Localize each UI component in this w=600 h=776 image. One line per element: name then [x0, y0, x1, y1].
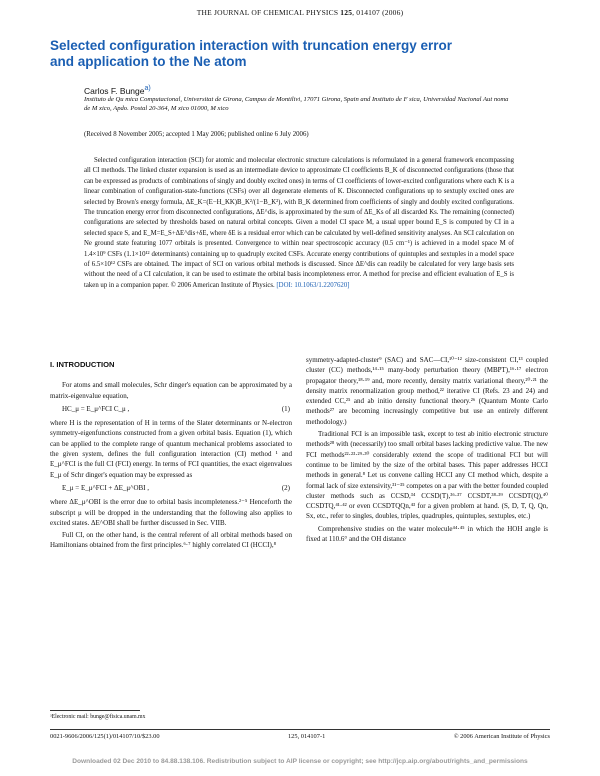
author-name: Carlos F. Bunge	[84, 85, 145, 96]
footer-divider	[50, 729, 550, 730]
journal-header	[0, 8, 600, 17]
footer-page-id: 125, 014107-1	[287, 733, 326, 740]
abstract-text: Selected configuration interaction (SCI) for atomic and molecular electronic structure calculations is reformulated in a general framework encompassing all CI methods. The linked cluster expansion is used as an intermediate device to approximate CI coefficients B_K of disconnected configurations (those that can be expressed as products of combinations of singly and doubly excited ones) in terms of CI coefficients of lower-excited configurations where each K is a linear combination of configuration-state-functions (CSFs) over all degenerate elements of K. Disconnected configurations up to sextuply excited ones are selected by Brown's energy formula, ΔE_K=(E−H_KK)B_K²/(1−B_K²), with B_K determined from coefficients of singly and doubly excited configurations. The truncation energy error from disconnected configurations, ΔE^dis, is approximated by the sum of ΔE_Ks of all discarded Ks. The remaining (connected) configurations are selected by thresholds based on natural orbital concepts. Given a model CI space M, a usual upper bound E_S is computed by CI in a selected space S, and E_M=E_S+ΔE^dis+δE, where δE is a residual error which can be calculated by well-defined sensitivity analyses. An SCI calculation on Ne ground state featuring 1077 orbitals is presented. Convergence to within near spectroscopic accuracy (0.5 cm⁻¹) is achieved in a model space M of 1.4×10⁹ CSFs (1.1×10¹² determinants) containing up to quadruply excited CSFs. Accurate energy contributions of quintuples and sextuples in a model space of 6.5×10¹² CSFs are obtained. The impact of SCI on various orbital methods is discussed. Since ΔE^dis can readily be calculated for very large basis sets without the need of a CI calculation, it can be used to estimate the orbital basis incompleteness error. A method for precise and efficient evaluation of E_S is taken up in a companion paper. © 2006 American Institute of Physics.	[84, 157, 514, 289]
journal-name: THE JOURNAL OF CHEMICAL PHYSICS	[196, 8, 339, 17]
intro-paragraph-3: where ΔE_μ^OBI is the error due to orbital basis incompleteness.²⁻⁵ Henceforth the subscript μ will be dropped in the understanding that the following also applies to excited states. ΔE^OBI shall be further discussed in Sec. VIIB.	[50, 498, 292, 527]
affiliation: Instituto de Qu mica Computacional, Universitat de Girona, Campus de Montilivi, 17071 Girona, Spain and Instituto de F sica, Universidad Nacional Aut noma de M xico, Apdo. Postal 20-364, M xico 01000, M xico	[84, 96, 509, 112]
equation-2	[50, 483, 292, 493]
intro-paragraph-5: symmetry-adapted-cluster⁹ (SAC) and SAC—CI,¹⁰⁻¹² size-consistent CI,¹³ coupled cluster (CC) methods,¹⁴·¹⁵ many-body perturbation theory (MBPT),¹⁶·¹⁷ electron propagator theory,¹⁸·¹⁹ and, more recently, density matrix variational theory,²⁰·²¹ the density matrix renormalization group method,²² iterative CI (Refs. 23 and 24) and extended CC,²⁵ and ab initio density functional theory.²⁶ (Quantum Monte Carlo methods²⁷ are becoming increasingly competitive but use an entirely different methodology.)	[306, 356, 548, 426]
paper-title: Selected configuration interaction with truncation energy error and application to the Ne atom	[50, 38, 453, 69]
equation-1	[50, 404, 292, 414]
author-footnote-mark[interactable]: a)	[144, 84, 151, 92]
journal-volume: 125	[340, 8, 353, 17]
equation-1-body: HC_μ = E_μ^FCI C_μ ,	[62, 404, 130, 413]
page-footer	[50, 733, 550, 740]
abstract	[84, 156, 514, 291]
intro-paragraph-4: Full CI, on the other hand, is the central referent of all orbital methods based on Hamiltonians obtained from the first principles.⁶·⁷ highly correlated CI (HCCI),⁸	[50, 531, 292, 550]
journal-article: , 014107 (2006)	[352, 8, 404, 17]
equation-1-number: (1)	[281, 404, 290, 413]
equation-2-body: E_μ = E_μ^FCI + ΔE_μ^OBI ,	[62, 483, 150, 492]
footer-copyright: © 2006 American Institute of Physics	[453, 733, 550, 740]
section-title: I. INTRODUCTION	[50, 360, 115, 369]
footer-issn: 0021-9606/2006/125(1)/014107/10/$23.00	[50, 733, 160, 740]
equation-2-number: (2)	[281, 483, 290, 492]
download-notice: Downloaded 02 Dec 2010 to 84.88.138.106. Redistribution subject to AIP license or copyright; see http://jcp.aip.org/about/rights_and_permissions	[72, 758, 528, 765]
intro-paragraph-2: where H is the representation of H in terms of the Slater determinants or N-electron symmetry-eigenfunctions constructed from a given orbital basis. Equation (1), which can be applied to the complete range of quantum mechanical problems associated to the given system, defines the full configuration interaction (CI) method ¹ and E_μ^FCI is the full CI (FCI) energy. In terms of FCI quantities, the exact eigenvalues E_μ of Schr dinger's equation may be expressed as	[50, 419, 292, 479]
footnote-divider	[50, 710, 140, 711]
intro-paragraph-7: Comprehensive studies on the water molecule⁴⁴·⁴⁵ in which the HOH angle is fixed at 110.6° and the OH distance	[306, 524, 548, 544]
intro-paragraph-1: For atoms and small molecules, Schr dinger's equation can be approximated by a matrix-eigenvalue equation,	[50, 381, 292, 400]
footnote: ᵃElectronic mail: bunge@fisica.unam.mx	[50, 714, 146, 720]
doi-link[interactable]: [DOI: 10.1063/1.2207620]	[276, 281, 350, 289]
received-dates: (Received 8 November 2005; accepted 1 May 2006; published online 6 July 2006)	[84, 131, 309, 138]
intro-paragraph-6: Traditional FCI is an impossible task, except to test ab initio electronic structure methods²⁸ with (necessarily) too small orbital bases lacking predictive value. The new FCI methods²²·²³·²⁹·³⁰ considerably extend the scope of traditional FCI but will continue to be limited by the size of the orbital bases. This paper addresses HCCI methods in general.⁸ Let us convene calling HCCI any CI method which, despite a formal lack of size extensivity,³¹⁻³⁵ competes on a par with the better founded coupled cluster methods such as CCSD,³⁴ CCSD(T),³⁶·³⁷ CCSDT,³⁸·³⁹ CCSDT(Q),⁴⁰ CCSDTQ,⁴¹·⁴² or even CCSDTQQn,⁴³ for a given problem at hand. (S, D, T, Q, Qn, Sx, etc., refer to singles, doubles, triples, quadruples, quintuples, sextuples, etc.)	[306, 430, 548, 521]
left-column	[50, 360, 292, 553]
authors	[84, 84, 151, 96]
right-column	[306, 355, 548, 546]
